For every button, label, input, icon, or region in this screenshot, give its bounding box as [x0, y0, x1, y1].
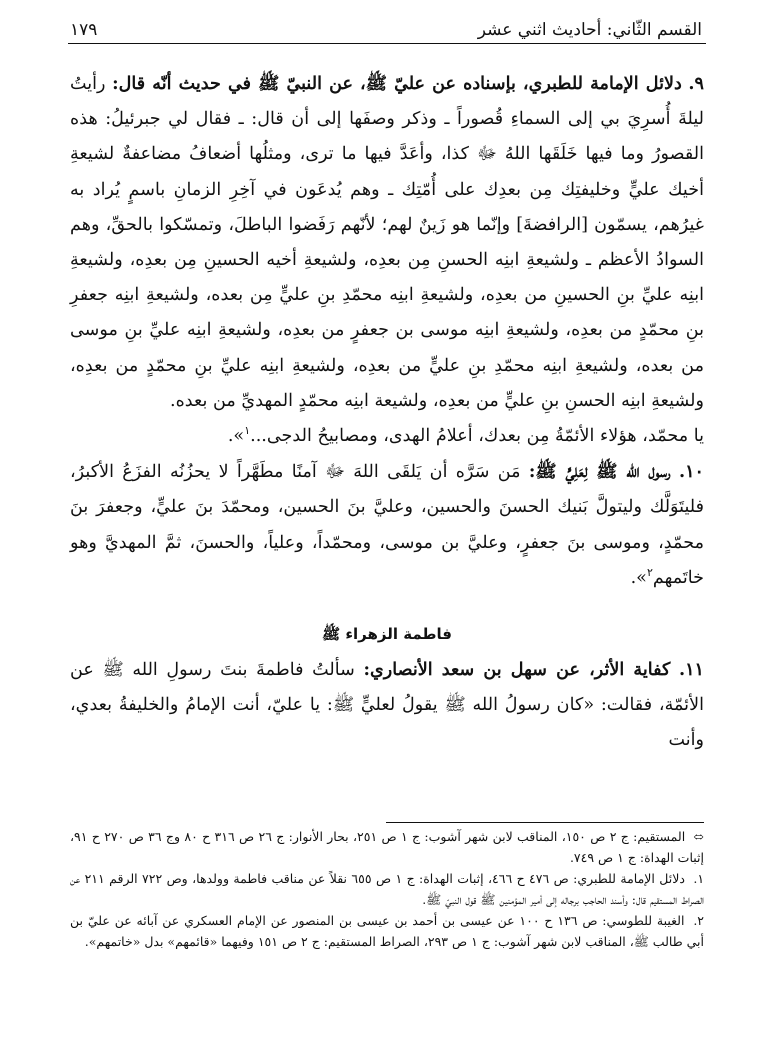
- hadith-11-text: سألتُ فاطمةَ بنتَ رسولِ الله ﷺ عن الأئمّة، فقالت: «كان رسولُ الله ﷺ يقولُ لعليٍّ ﷺ: يا عليّ، أنت الإمامُ والخليفةُ بعدي، وأنت: [70, 660, 704, 751]
- hadith-10-text: مَن سَرَّه أن يَلقَى اللهَ ﷻ آمنًا مطَهَّراً لا يحزُنُه الفزَعُ الأكبرُ، فليتَوَلَّك وليتولَّ بَنيك الحسنَ والحسين، وعليَّ بنَ الحسين، ومحمّدَ بنَ عليٍّ، وجعفرَ بنَ محمّدٍ، وموسى بنَ جعفرٍ، وعليَّ بن موسى، ومحمّداً، وعلياً، والحسنَ، ثمَّ المهديَّ وهو خاتَمهم: [70, 462, 704, 588]
- footnote-1: [70, 868, 704, 910]
- hadith-9-closing-end: ».: [227, 426, 245, 447]
- hadith-10-end: ».: [630, 567, 647, 588]
- hadith-9: [70, 66, 704, 419]
- footnote-number: ٢.: [693, 913, 705, 928]
- main-text: [70, 66, 704, 759]
- footnote-number: ١.: [693, 871, 705, 886]
- footnote-text: دلائل الإمامة للطبري: ص ٤٧٦ ح ٤٦٦، إثبات الهداة: ج ١ ص ٦٥٥ نقلاً عن مناقب فاطمة وولدها، وص ٧٢٢ الرقم ٢١١ عن الصراط المستقيم قال: وأسند الحاجب برجاله إلى أمير المؤمنين ﷺ قول النبيّ ﷺ.: [70, 871, 704, 907]
- hadith-11-number: ١١.: [678, 659, 705, 681]
- hadith-10: [70, 454, 704, 596]
- footnote-ref-1[interactable]: ١: [244, 424, 251, 438]
- footnote-divider: [386, 822, 704, 823]
- hadith-9-text: رأيتُ ليلةَ أُسرِيَ بي إلى السماءِ قُصوراً ـ وذكر وصفَها إلى أن قال: ـ فقال لي جبرئيلُ: هذه القصورُ وما فيها خَلَقَها اللهُ ﷻ كذا، وأعَدَّ فيها ما ترى، ومثلُها أضعافُ مضاعفةٌ لشيعةِ أخيك عليٍّ وخليفتِك مِن بعدِك على أُمّتِك ـ وهم يُدعَون في آخِرِ الزمانِ باسمٍ يُراد به غيرُهم، يسمّون [الرافضةَ] وإنّما هو زَينٌ لهم؛ لأنّهم رَفَضوا الباطلَ، وتمسّكوا بالحقِّ، وهم السوادُ الأعظم ـ ولشيعةِ ابنِه الحسنِ مِن بعدِه، ولشيعةِ أخيه الحسينِ مِن بعدِه، ولشيعةِ ابنِه عليِّ بنِ الحسينِ من بعدِه، ولشيعةِ ابنِه محمّدِ بنِ عليٍّ مِن بعده، ولشيعةِ ابنِه جعفرِ بنِ محمّدٍ من بعدِه، ولشيعةِ ابنِه موسى بن جعفرٍ من بعدِه، ولشيعةِ ابنِه عليِّ بنِ موسى من بعده، ولشيعةِ ابنِه محمّدِ بنِ عليٍّ من بعدِه، ولشيعةِ ابنِه عليِّ بنِ محمّدٍ من بعدِه، ولشيعةِ ابنِه الحسنِ بنِ عليٍّ من بعدِه، ولشيعة ابنِه محمّدٍ المهديِّ من بعده.: [70, 74, 704, 411]
- hadith-9-closing-text: يا محمّد، هؤلاء الأئمّةُ مِن بعدك، أعلامُ الهدى، ومصابيحُ الدجى...: [250, 426, 704, 447]
- footnote-text: الغيبة للطوسي: ص ١٣٦ ح ١٠٠ عن عيسى بن أحمد بن عيسى بن المنصور عن الإمام العسكري عن آبائه عن عليّ بن أبي طالب ﷺ، المناقب لابن شهر آشوب: ج ١ ص ٢٩٣، الصراط المستقيم: ج ٢ ص ١٥١ وفيهما «قائمهم» بدل «خاتمهم».: [70, 913, 704, 949]
- continuation-mark: ⬄: [693, 829, 705, 844]
- hadith-10-number: ١٠.: [678, 461, 704, 483]
- footnote-continued: [70, 826, 704, 868]
- footnote-2: [70, 910, 704, 952]
- hadith-9-title: دلائل الإمامة للطبري، بإسناده عن عليّ ﷺ، عن النبيّ ﷺ في حديث أنّه قال:: [112, 73, 682, 94]
- hadith-11: [70, 652, 704, 759]
- page-number: ١٧٩: [70, 20, 98, 40]
- header-divider: [68, 43, 706, 44]
- page-header: [70, 12, 702, 40]
- hadith-10-title: رسول الله ﷺ لِعَلِيٍّ ﷺ:: [528, 461, 671, 483]
- hadith-9-closing: [70, 419, 704, 454]
- footnotes: [70, 826, 704, 952]
- section-heading: فاطمة الزهراء ﷺ: [322, 625, 452, 644]
- footnote-text: المستقيم: ج ٢ ص ١٥٠، المناقب لابن شهر آشوب: ج ١ ص ٢٥١، بحار الأنوار: ج ٢٦ ص ٣١٦ ح ٨٠ وج ٣٦ ص ٢٧٠ ح ٩١، إثبات الهداة: ج ١ ص ٧٤٩.: [70, 829, 704, 865]
- footnote-ref-2[interactable]: ٢: [646, 565, 653, 579]
- hadith-9-number: ٩.: [688, 73, 704, 94]
- hadith-11-title: كفاية الأثر، عن سهل بن سعد الأنصاري:: [363, 659, 671, 681]
- running-title: القسم الثّاني: أحاديث اثني عشر: [477, 20, 702, 40]
